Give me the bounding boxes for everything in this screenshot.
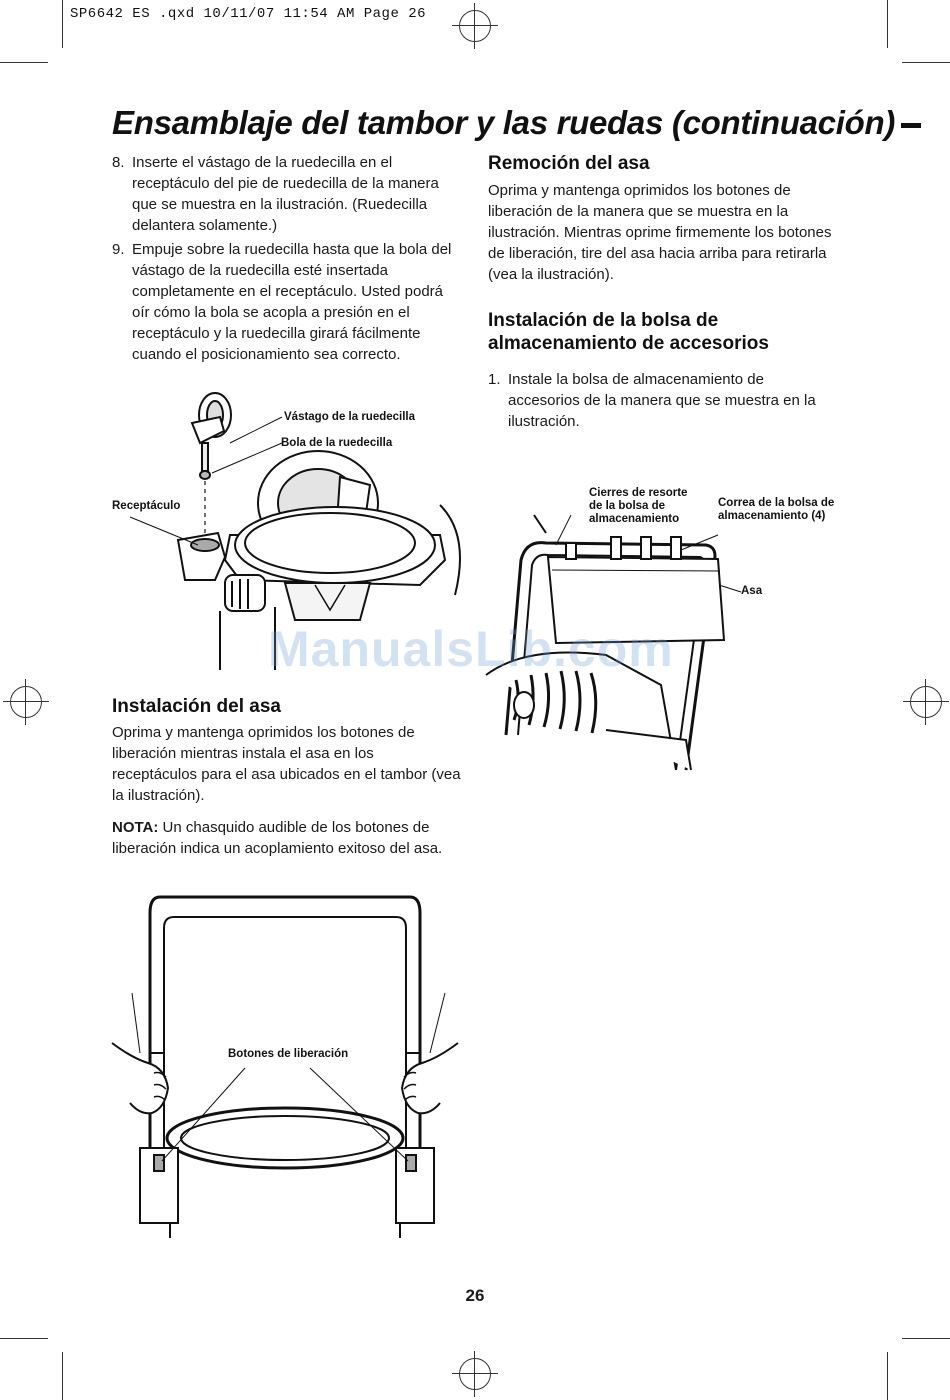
section-heading: Instalación del asa	[112, 696, 281, 717]
step-text: Instale la bolsa de almacenamiento de accesorios de la manera que se muestra en la ilustración.	[508, 371, 816, 430]
step-number: 9.	[112, 241, 125, 258]
bag-install-section	[488, 309, 833, 435]
section-body: Oprima y mantenga oprimidos los botones de liberación de la manera que se muestra en la ilustración. Mientras oprime firmemente los botones de liberación, tire del asa hacia arriba para retirarla (vea la ilustración).	[488, 182, 832, 283]
crop-mark	[62, 1352, 63, 1400]
label-handle: Asa	[741, 585, 763, 597]
note-text: Un chasquido audible de los botones de liberación indica un acoplamiento exitoso del asa.	[112, 819, 443, 857]
section-heading: Instalación de la bolsa de almacenamiento de accesorios	[488, 310, 769, 354]
label-caster-stem: Vástago de la ruedecilla	[284, 411, 416, 423]
label-bag-strap: Correa de la bolsa de almacenamiento (4)	[718, 497, 835, 522]
step-number: 1.	[488, 371, 501, 388]
crop-mark	[0, 62, 48, 63]
registration-mark	[459, 10, 491, 42]
registration-mark	[910, 686, 942, 718]
title-dash	[901, 123, 921, 128]
list-item	[488, 369, 833, 432]
step-number: 8.	[112, 154, 125, 171]
list-item	[112, 239, 462, 365]
section-body: Oprima y mantenga oprimidos los botones de liberación mientras instala el asa en los receptáculos para el asa ubicados en el tambor (vea la ilustración).	[112, 724, 461, 804]
watermark: ManualsLib.com	[268, 621, 674, 677]
crop-mark	[0, 1338, 48, 1339]
crop-mark	[62, 0, 63, 48]
file-slug: SP6642 ES .qxd 10/11/07 11:54 AM Page 26	[70, 6, 427, 22]
page-title: Ensamblaje del tambor y las ruedas (continuación)	[112, 104, 921, 142]
crop-mark	[887, 0, 888, 48]
crop-mark	[887, 1352, 888, 1400]
handle-install-illustration	[110, 893, 470, 1243]
crop-mark	[902, 62, 950, 63]
section-heading: Remoción del asa	[488, 153, 650, 174]
note-label: NOTA:	[112, 819, 159, 836]
page-number: 26	[465, 1286, 485, 1305]
list-item	[112, 152, 462, 236]
bag-steps-list	[488, 369, 833, 432]
left-steps	[112, 152, 462, 368]
label-spring-clips: Cierres de resorte de la bolsa de almacenamiento	[589, 487, 688, 525]
label-caster-ball: Bola de la ruedecilla	[281, 437, 393, 449]
handle-removal-section	[488, 152, 833, 285]
handle-install-section	[112, 695, 462, 859]
label-socket: Receptáculo	[112, 500, 181, 512]
label-release-buttons: Botones de liberación	[228, 1048, 349, 1060]
crop-mark	[902, 1338, 950, 1339]
step-text: Inserte el vástago de la ruedecilla en el receptáculo del pie de ruedecilla de la manera que se muestra en la ilustración. (Ruedecilla delantera solamente.)	[132, 154, 439, 234]
note-paragraph	[112, 817, 462, 859]
registration-mark	[459, 1358, 491, 1390]
caster-steps-list	[112, 152, 462, 365]
step-text: Empuje sobre la ruedecilla hasta que la bola del vástago de la ruedecilla esté insertada completamente en el receptáculo. Usted podrá oír cómo la bola se acopla a presión en el receptáculo y la ruedecilla girará fácilmente cuando el posicionamiento sea correcto.	[132, 241, 452, 363]
registration-mark	[10, 686, 42, 718]
